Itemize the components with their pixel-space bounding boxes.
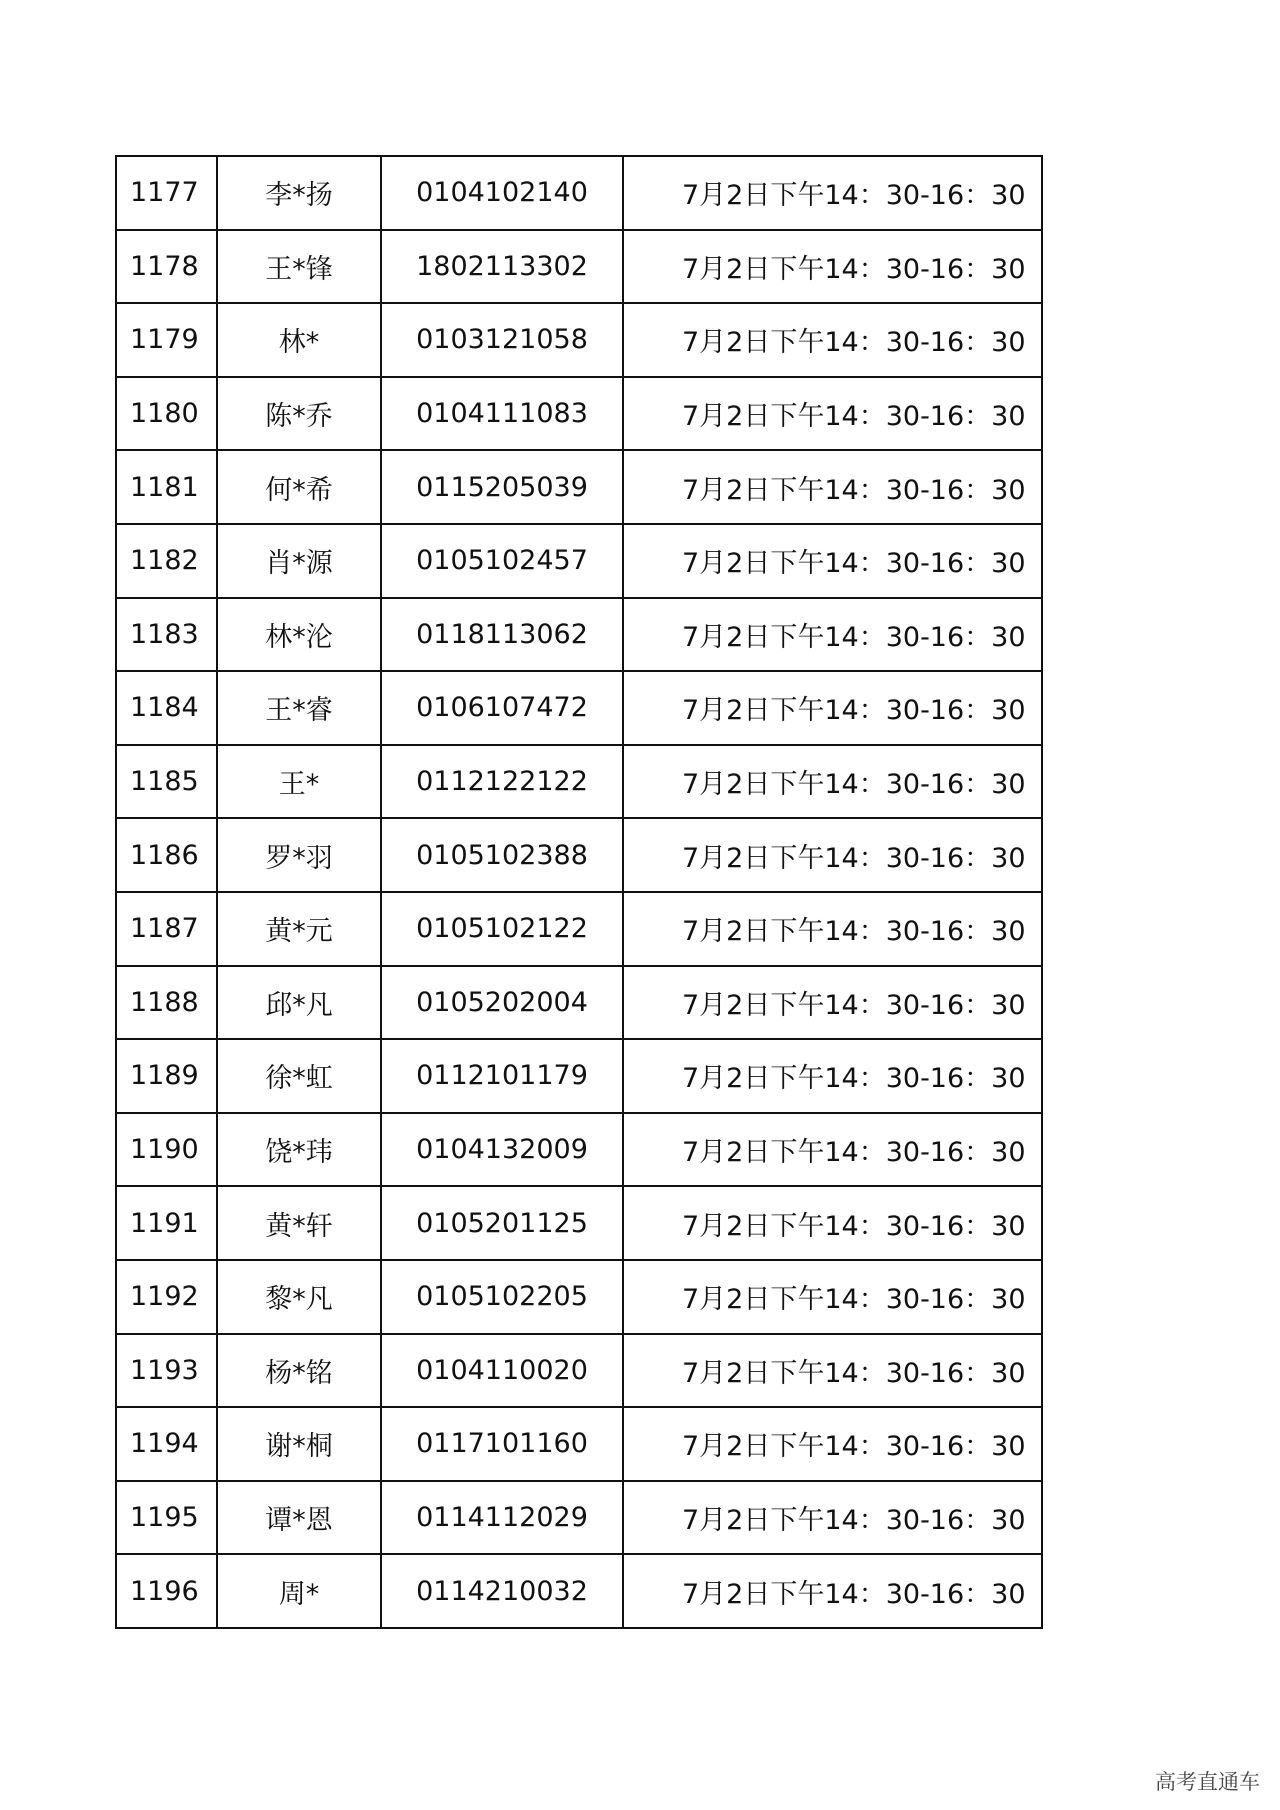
id-cell: 0114210032 bbox=[381, 1554, 623, 1628]
time-cell: 7月2日下午14：30-16：30 bbox=[623, 966, 1042, 1040]
id-cell: 0114112029 bbox=[381, 1481, 623, 1555]
seq-cell: 1195 bbox=[116, 1481, 217, 1555]
time-cell: 7月2日下午14：30-16：30 bbox=[623, 1186, 1042, 1260]
time-cell: 7月2日下午14：30-16：30 bbox=[623, 1113, 1042, 1187]
name-cell: 王*睿 bbox=[217, 671, 381, 745]
table-row bbox=[116, 1186, 1042, 1260]
table-row bbox=[116, 1260, 1042, 1334]
table-row bbox=[116, 966, 1042, 1040]
seq-cell: 1181 bbox=[116, 450, 217, 524]
time-cell: 7月2日下午14：30-16：30 bbox=[623, 892, 1042, 966]
table-row bbox=[116, 892, 1042, 966]
table-row bbox=[116, 1039, 1042, 1113]
name-cell: 杨*铭 bbox=[217, 1334, 381, 1408]
time-cell: 7月2日下午14：30-16：30 bbox=[623, 1407, 1042, 1481]
seq-cell: 1196 bbox=[116, 1554, 217, 1628]
seq-cell: 1187 bbox=[116, 892, 217, 966]
name-cell: 王*锋 bbox=[217, 230, 381, 304]
name-cell: 邱*凡 bbox=[217, 966, 381, 1040]
seq-cell: 1183 bbox=[116, 598, 217, 672]
time-cell: 7月2日下午14：30-16：30 bbox=[623, 818, 1042, 892]
time-cell: 7月2日下午14：30-16：30 bbox=[623, 1260, 1042, 1334]
time-cell: 7月2日下午14：30-16：30 bbox=[623, 745, 1042, 819]
time-cell: 7月2日下午14：30-16：30 bbox=[623, 1481, 1042, 1555]
seq-cell: 1189 bbox=[116, 1039, 217, 1113]
time-cell: 7月2日下午14：30-16：30 bbox=[623, 524, 1042, 598]
id-cell: 0112101179 bbox=[381, 1039, 623, 1113]
name-cell: 肖*源 bbox=[217, 524, 381, 598]
table-row bbox=[116, 598, 1042, 672]
id-cell: 0118113062 bbox=[381, 598, 623, 672]
table-row bbox=[116, 818, 1042, 892]
id-cell: 0104110020 bbox=[381, 1334, 623, 1408]
time-cell: 7月2日下午14：30-16：30 bbox=[623, 1554, 1042, 1628]
seq-cell: 1182 bbox=[116, 524, 217, 598]
time-cell: 7月2日下午14：30-16：30 bbox=[623, 303, 1042, 377]
name-cell: 谢*桐 bbox=[217, 1407, 381, 1481]
name-cell: 谭*恩 bbox=[217, 1481, 381, 1555]
table-row bbox=[116, 745, 1042, 819]
seq-cell: 1194 bbox=[116, 1407, 217, 1481]
name-cell: 林*沦 bbox=[217, 598, 381, 672]
watermark: 高考直通车 bbox=[1155, 1770, 1260, 1794]
table-row bbox=[116, 303, 1042, 377]
id-cell: 0106107472 bbox=[381, 671, 623, 745]
name-cell: 李*扬 bbox=[217, 156, 381, 230]
name-cell: 黎*凡 bbox=[217, 1260, 381, 1334]
id-cell: 0115205039 bbox=[381, 450, 623, 524]
time-cell: 7月2日下午14：30-16：30 bbox=[623, 450, 1042, 524]
table-row bbox=[116, 156, 1042, 230]
roster-body bbox=[116, 156, 1042, 1628]
id-cell: 0103121058 bbox=[381, 303, 623, 377]
time-cell: 7月2日下午14：30-16：30 bbox=[623, 377, 1042, 451]
table-row bbox=[116, 450, 1042, 524]
seq-cell: 1192 bbox=[116, 1260, 217, 1334]
table-row bbox=[116, 1334, 1042, 1408]
name-cell: 黄*元 bbox=[217, 892, 381, 966]
name-cell: 王* bbox=[217, 745, 381, 819]
table-row bbox=[116, 671, 1042, 745]
table-row bbox=[116, 1113, 1042, 1187]
time-cell: 7月2日下午14：30-16：30 bbox=[623, 598, 1042, 672]
name-cell: 黄*轩 bbox=[217, 1186, 381, 1260]
seq-cell: 1191 bbox=[116, 1186, 217, 1260]
name-cell: 陈*乔 bbox=[217, 377, 381, 451]
id-cell: 1802113302 bbox=[381, 230, 623, 304]
id-cell: 0117101160 bbox=[381, 1407, 623, 1481]
id-cell: 0105102457 bbox=[381, 524, 623, 598]
table-row bbox=[116, 1554, 1042, 1628]
table-row bbox=[116, 524, 1042, 598]
id-cell: 0105102122 bbox=[381, 892, 623, 966]
table-row bbox=[116, 377, 1042, 451]
seq-cell: 1179 bbox=[116, 303, 217, 377]
table-row bbox=[116, 1481, 1042, 1555]
seq-cell: 1184 bbox=[116, 671, 217, 745]
time-cell: 7月2日下午14：30-16：30 bbox=[623, 156, 1042, 230]
time-cell: 7月2日下午14：30-16：30 bbox=[623, 671, 1042, 745]
name-cell: 何*希 bbox=[217, 450, 381, 524]
table-row bbox=[116, 230, 1042, 304]
seq-cell: 1190 bbox=[116, 1113, 217, 1187]
id-cell: 0105201125 bbox=[381, 1186, 623, 1260]
name-cell: 饶*玮 bbox=[217, 1113, 381, 1187]
name-cell: 徐*虹 bbox=[217, 1039, 381, 1113]
roster-table bbox=[115, 155, 1043, 1629]
time-cell: 7月2日下午14：30-16：30 bbox=[623, 230, 1042, 304]
name-cell: 罗*羽 bbox=[217, 818, 381, 892]
seq-cell: 1177 bbox=[116, 156, 217, 230]
seq-cell: 1180 bbox=[116, 377, 217, 451]
id-cell: 0104132009 bbox=[381, 1113, 623, 1187]
name-cell: 周* bbox=[217, 1554, 381, 1628]
id-cell: 0104102140 bbox=[381, 156, 623, 230]
time-cell: 7月2日下午14：30-16：30 bbox=[623, 1039, 1042, 1113]
seq-cell: 1193 bbox=[116, 1334, 217, 1408]
id-cell: 0112122122 bbox=[381, 745, 623, 819]
name-cell: 林* bbox=[217, 303, 381, 377]
time-cell: 7月2日下午14：30-16：30 bbox=[623, 1334, 1042, 1408]
seq-cell: 1185 bbox=[116, 745, 217, 819]
table-row bbox=[116, 1407, 1042, 1481]
id-cell: 0105102388 bbox=[381, 818, 623, 892]
id-cell: 0104111083 bbox=[381, 377, 623, 451]
seq-cell: 1188 bbox=[116, 966, 217, 1040]
id-cell: 0105202004 bbox=[381, 966, 623, 1040]
seq-cell: 1178 bbox=[116, 230, 217, 304]
id-cell: 0105102205 bbox=[381, 1260, 623, 1334]
seq-cell: 1186 bbox=[116, 818, 217, 892]
